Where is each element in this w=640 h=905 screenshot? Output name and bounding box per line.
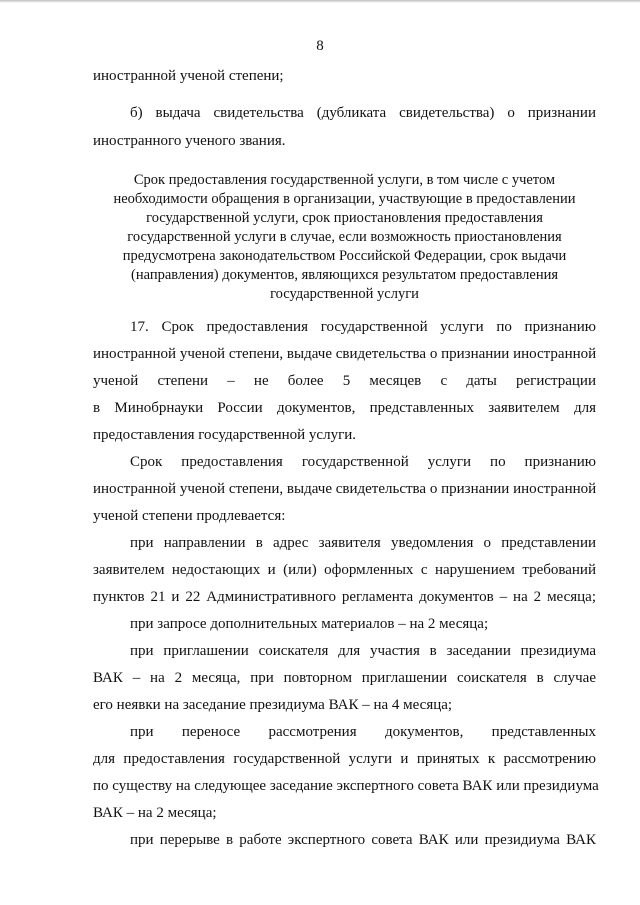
text-line: предоставления государственной услуги. — [93, 427, 357, 443]
text-line: ученой степени продлевается: — [93, 508, 286, 524]
text-line: при переносе рассмотрения документов, представленных — [130, 724, 596, 740]
heading-line: предусмотрена законодательством Российской Федерации, срок выдачи — [122, 248, 567, 264]
page-number: 8 — [316, 38, 324, 54]
text-line: ученой степени – не более 5 месяцев с даты регистрации — [93, 373, 596, 389]
text-line: 17. Срок предоставления государственной услуги по признанию — [130, 319, 596, 335]
text-line: по существу на следующее заседание экспертного совета ВАК или президиума — [93, 778, 599, 794]
text-line: иностранной ученой степени; — [93, 68, 284, 84]
text-line: при приглашении соискателя для участия в заседании президиума — [130, 643, 596, 659]
paragraph-top — [93, 64, 596, 153]
text-line: Срок предоставления государственной услуги по признанию — [130, 454, 596, 470]
text-line: при направлении в адрес заявителя уведомления о представлении — [130, 535, 596, 551]
heading-line: (направления) документов, являющихся результатом предоставления — [130, 267, 559, 283]
heading-line: необходимости обращения в организации, участвующие в предоставлении — [113, 191, 576, 207]
text-line: иностранной ученой степени, выдаче свидетельства о признании иностранной — [93, 481, 597, 497]
heading-line: государственной услуги, срок приостановления предоставления — [146, 210, 543, 226]
heading-line: государственной услуги — [270, 286, 419, 302]
heading-line: Срок предоставления государственной услуги, в том числе с учетом — [133, 172, 556, 188]
heading-line: государственной услуги в случае, если возможность приостановления — [127, 229, 562, 245]
text-line: иностранной ученой степени, выдаче свидетельства о признании иностранной — [93, 346, 597, 362]
text-line: ВАК – на 2 месяца, при повторном приглашении соискателя в случае — [93, 670, 596, 686]
text-line: в Минобрнауки России документов, представленных заявителем для — [93, 400, 596, 416]
section-heading — [93, 171, 596, 304]
text-line: пунктов 21 и 22 Административного регламента документов – на 2 месяца; — [93, 589, 596, 605]
text-line: заявителем недостающих и (или) оформленных с нарушением требований — [93, 562, 596, 578]
text-line: ВАК – на 2 месяца; — [93, 805, 217, 821]
text-line: б) выдача свидетельства (дубликата свидетельства) о признании — [130, 105, 596, 121]
text-line: при перерыве в работе экспертного совета ВАК или президиума ВАК — [130, 832, 596, 848]
scan-edge — [0, 0, 640, 3]
document-body — [93, 315, 599, 852]
text-line: иностранного ученого звания. — [93, 133, 286, 149]
text-line: при запросе дополнительных материалов – на 2 месяца; — [130, 616, 489, 632]
text-line: для предоставления государственной услуги и принятых к рассмотрению — [93, 751, 596, 767]
text-line: его неявки на заседание президиума ВАК – на 4 месяца; — [93, 697, 453, 713]
